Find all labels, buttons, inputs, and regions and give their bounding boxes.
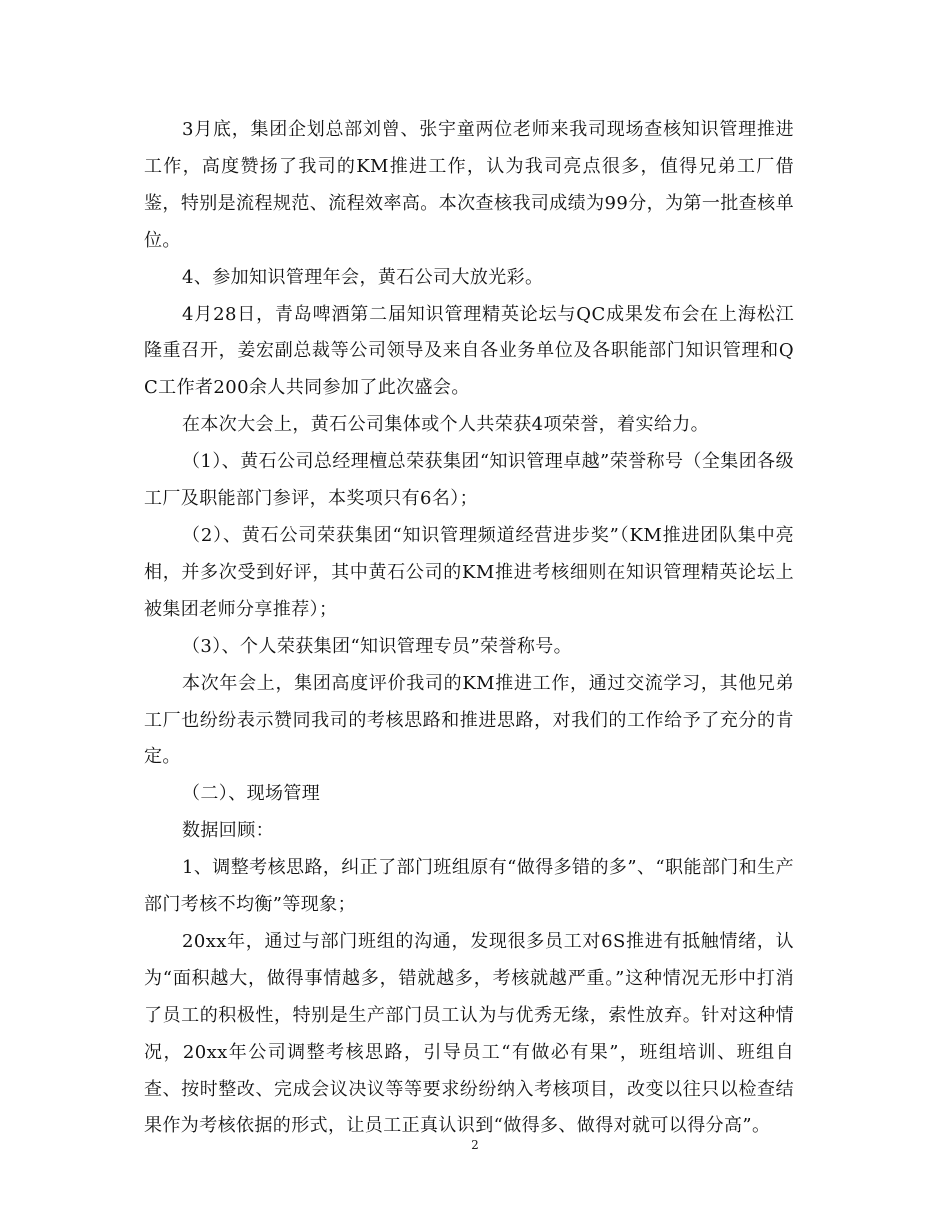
paragraph-adjust-assessment: 1、调整考核思路，纠正了部门班组原有“做得多错的多”、“职能部门和生产部门考核不均衡”等现象； xyxy=(144,857,794,916)
paragraph-section-heading-site-management: （二）、现场管理 xyxy=(182,783,321,805)
paragraph-heading-annual-meeting: 4、参加知识管理年会，黄石公司大放光彩。 xyxy=(182,266,544,288)
paragraph-honors-summary: 在本次大会上，黄石公司集体或个人共荣获4项荣誉，着实给力。 xyxy=(182,414,710,436)
document-body xyxy=(144,112,794,1145)
paragraph-honor-1: （1）、黄石公司总经理檀总荣获集团“知识管理卓越”荣誉称号（全集团各级工厂及职能部门参评，本奖项只有6名）； xyxy=(144,451,794,510)
paragraph-meeting-evaluation: 本次年会上，集团高度评价我司的KM推进工作，通过交流学习，其他兄弟工厂也纷纷表示赞同我司的考核思路和推进思路，对我们的工作给予了充分的肯定。 xyxy=(144,672,794,768)
paragraph-forum-event: 4月28日，青岛啤酒第二届知识管理精英论坛与QC成果发布会在上海松江隆重召开，姜宏副总裁等公司领导及来自各业务单位及各职能部门知识管理和QC工作者200余人共同参加了此次盛会。 xyxy=(144,303,794,399)
paragraph-data-review-label: 数据回顾： xyxy=(182,820,274,842)
page-number: 2 xyxy=(471,1138,479,1152)
paragraph-honor-3: （3）、个人荣获集团“知识管理专员”荣誉称号。 xyxy=(182,635,573,657)
paragraph-inspection-result: 3月底，集团企划总部刘曾、张宇童两位老师来我司现场查核知识管理推进工作，高度赞扬了我司的KM推进工作，认为我司亮点很多，值得兄弟工厂借鉴，特别是流程规范、流程效率高。本次查核我司成绩为99分，为第一批查核单位。 xyxy=(144,119,794,251)
paragraph-6s-assessment-detail: 20xx年，通过与部门班组的沟通，发现很多员工对6S推进有抵触情绪，认为“面积越大，做得事情越多，错就越多，考核就越严重。”这种情况无形中打消了员工的积极性，特别是生产部门员工认为与优秀无缘，索性放弃。针对这种情况，20xx年公司调整考核思路，引导员工“有做必有果”，班组培训、班组自查、按时整改、完成会议决议等等要求纷纷纳入考核项目，改变以往只以检查结果作为考核依据的形式，让员工正真认识到“做得多、做得对就可以得分高”。 xyxy=(144,930,794,1137)
paragraph-honor-2: （2）、黄石公司荣获集团“知识管理频道经营进步奖”（KM推进团队集中亮相，并多次受到好评，其中黄石公司的KM推进考核细则在知识管理精英论坛上被集团老师分享推荐）； xyxy=(144,524,794,620)
